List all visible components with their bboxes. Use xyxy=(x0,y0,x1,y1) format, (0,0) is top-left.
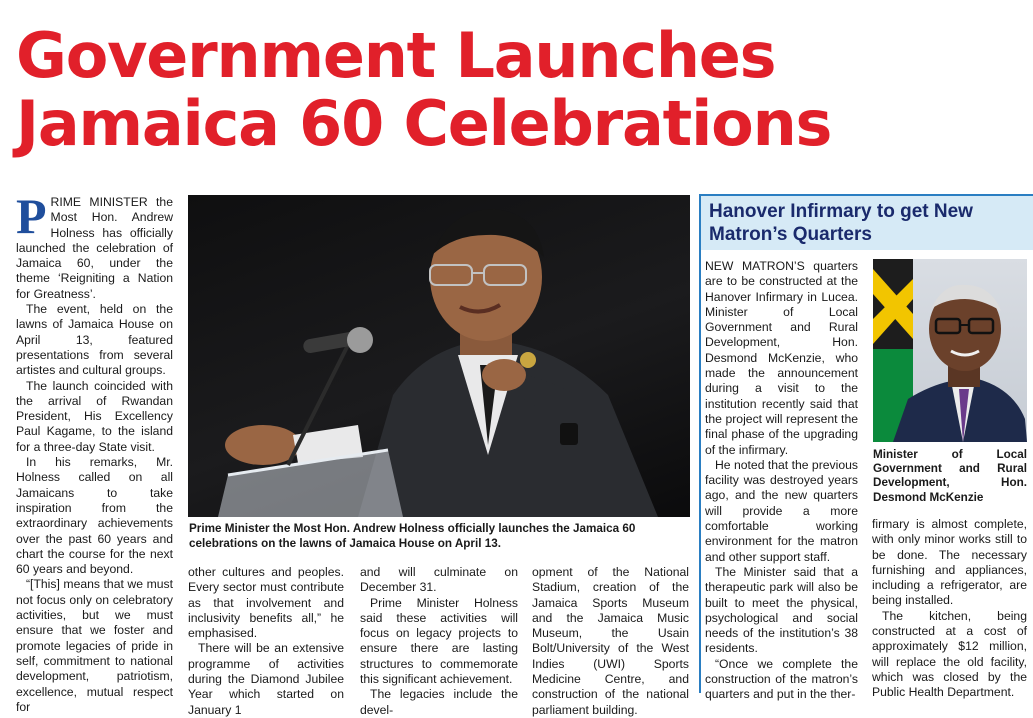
headline xyxy=(16,19,832,160)
sidebar-paragraph: “Once we complete the construction of the matron’s quarters and put in the ther- xyxy=(705,656,858,702)
article-column-1 xyxy=(16,188,173,714)
paragraph-text: RIME MINISTER the Most Hon. Andrew Holness has officially launched the celebration of Jamaica 60, under the theme ‘Reigniting a Nation for Greatness’. xyxy=(16,195,173,301)
portrait-caption: Minister of Local Government and Rural Development, Hon. Desmond McKenzie xyxy=(873,448,1027,504)
sidebar-paragraph: firmary is almost complete, with only minor works still to be done. The necessary furnishing and appliances, including a refrigerator, are being installed. xyxy=(872,517,1027,608)
article-paragraph: Prime Minister Holness said these activities will focus on legacy projects to ensure there are lasting structures to commemorate this significant achievement. xyxy=(360,595,518,687)
prime-minister-photo xyxy=(188,195,690,517)
minister-illustration xyxy=(873,259,1027,442)
article-column-2 xyxy=(188,565,344,717)
sidebar-column-1 xyxy=(705,259,858,702)
article-paragraph: The launch coincided with the arrival of Rwandan President, His Excellency Paul Kagame, to the island for a three-day State visit. xyxy=(16,378,173,454)
article-column-3 xyxy=(360,565,518,717)
article-paragraph: opment of the National Stadium, creation of the Jamaica Sports Museum and the Jamaica Music Museum, the Usain Bolt/University of the West Indies (UWI) Sports Medicine Centre, and construction of the national parliament building. xyxy=(532,565,689,717)
article-paragraph xyxy=(16,188,173,302)
sidebar-paragraph: The kitchen, being constructed at a cost of approximately $12 million, will replace the old facility, which was closed by the Public Health Department. xyxy=(872,608,1027,700)
article-paragraph: other cultures and peoples. Every sector must contribute as that involvement and inclusivity benefits all,” he emphasised. xyxy=(188,565,344,641)
headline-line-2: Jamaica 60 Celebrations xyxy=(16,87,832,160)
dropcap: P xyxy=(16,188,47,244)
sidebar-paragraph: The Minister said that a therapeutic park will also be built to meet the physical, psychological and social needs of the institution’s 38 residents. xyxy=(705,564,858,656)
article-paragraph: There will be an extensive programme of activities during the Diamond Jubilee Year which started on January 1 xyxy=(188,641,344,717)
article-paragraph: The legacies include the devel- xyxy=(360,687,518,717)
article-paragraph: and will culminate on December 31. xyxy=(360,565,518,595)
headline-line-1: Government Launches xyxy=(16,19,776,92)
article-column-4 xyxy=(532,565,689,717)
article-paragraph: “[This] means that we must not focus only on celebratory activities, but we must ensure that we foster and promote legacies of pride in self, commitment to national development, patriotism, excellence, mutual respect for xyxy=(16,577,173,714)
photo-caption: Prime Minister the Most Hon. Andrew Holness officially launches the Jamaica 60 celebrations on the lawns of Jamaica House on April 13. xyxy=(189,522,636,550)
article-paragraph: In his remarks, Mr. Holness called on all Jamaicans to take inspiration from the extraordinary achievements over the past 60 years and chart the course for the next 60 years and beyond. xyxy=(16,455,173,577)
sidebar-column-2 xyxy=(872,517,1027,700)
sidebar-title: Hanover Infirmary to get New Matron’s Quarters xyxy=(709,201,973,245)
article-paragraph: The event, held on the lawns of Jamaica House on April 13, featured presentations from several artistes and cultural groups. xyxy=(16,302,173,378)
sidebar-paragraph: NEW MATRON’S quarters are to be constructed at the Hanover Infirmary in Lucea. Minister of Local Government and Rural Development, Hon. Desmond McKenzie, who made the announcement during a visit to the institution recently said that the project will represent the final phase of the upgrading of the infirmary. xyxy=(705,259,858,457)
minister-portrait xyxy=(873,259,1027,442)
sidebar-paragraph: He noted that the previous facility was destroyed years ago, and the new quarters will provide a more comfortable working environment for the matron and other support staff. xyxy=(705,457,858,564)
prime-minister-illustration xyxy=(188,195,690,517)
